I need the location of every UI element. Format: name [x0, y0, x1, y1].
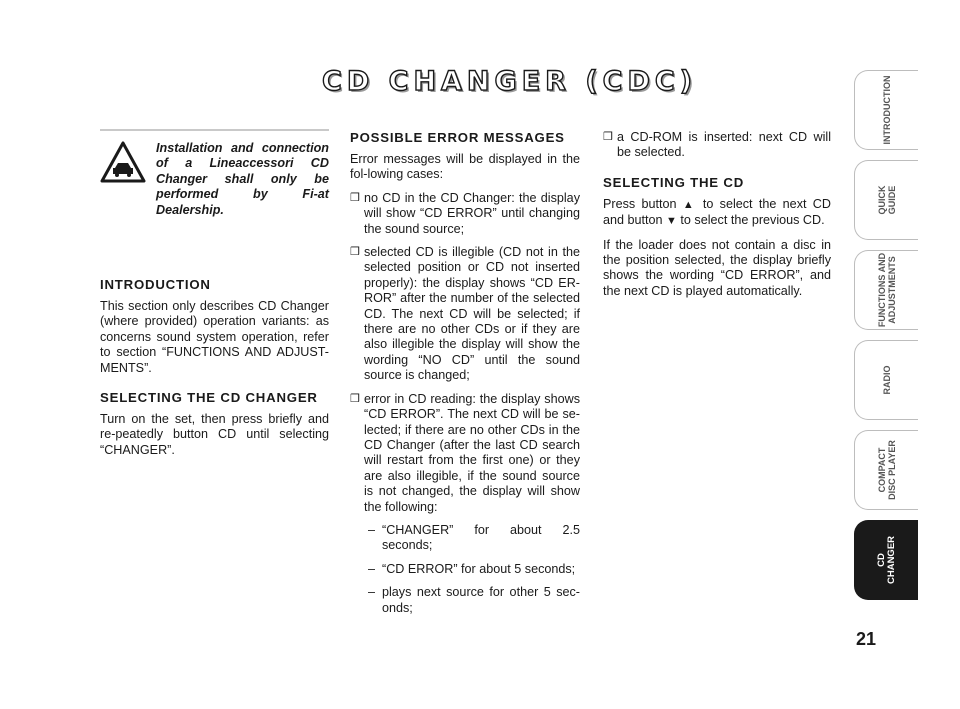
tab-functions-adjustments[interactable]: FUNCTIONS AND ADJUSTMENTS: [854, 250, 918, 330]
selecting-cd-heading: SELECTING THE CD: [603, 174, 745, 190]
page-number: 21: [856, 629, 877, 649]
checkbox-bullet-icon: ❒: [350, 392, 360, 405]
checkbox-bullet-icon: ❒: [350, 246, 360, 259]
list-item: – “CD ERROR” for about 5 seconds;: [368, 561, 576, 576]
intro-body: This section only describes CD Changer (where provided) operation variants: as concerns sound system operation, refer to section “FUNCTIONS AND ADJUST-MENTS”.: [100, 299, 329, 375]
list-item: ❒ a CD-ROM is inserted: next CD will be selected.: [603, 130, 831, 160]
tab-quick-guide[interactable]: QUICK GUIDE: [854, 160, 918, 240]
tab-introduction[interactable]: INTRODUCTION: [854, 70, 918, 150]
tab-cd-changer[interactable]: CD CHANGER: [854, 520, 918, 600]
selecting-cd-body: Press button ▲ to select the next CD and button ▼ to select the previous CD.: [603, 196, 831, 228]
triangle-up-icon: ▲: [682, 198, 697, 211]
selecting-cd-section: [603, 130, 831, 307]
list-item: – plays next source for other 5 sec-onds;: [368, 585, 580, 615]
intro-heading: INTRODUCTION: [100, 277, 211, 292]
selecting-changer-body: Turn on the set, then press briefly and re-peatedly button CD until selecting “CHANGER”.: [100, 412, 329, 457]
intro-section: [100, 277, 329, 466]
tab-radio[interactable]: RADIO: [854, 340, 918, 420]
errors-lead: Error messages will be displayed in the fol-lowing cases:: [350, 152, 580, 182]
triangle-down-icon: ▼: [666, 215, 677, 228]
checkbox-bullet-icon: ❒: [350, 191, 360, 204]
warning-text: Installation and connection of a Lineaccessori CD Changer shall only be performed by Fi-at Dealership.: [156, 141, 329, 217]
errors-heading: POSSIBLE ERROR MESSAGES: [350, 130, 565, 145]
page-title: CD CHANGER (CDC): [322, 66, 698, 97]
warning-box: [100, 129, 329, 217]
list-item: ❒ no CD in the CD Changer: the display will show “CD ERROR” until changing the sound source;: [350, 190, 580, 236]
checkbox-bullet-icon: ❒: [603, 131, 613, 143]
selecting-cd-note: If the loader does not contain a disc in the position selected, the display briefly shows the wording “CD ERROR”, and the next CD is played automatically.: [603, 237, 831, 298]
list-item: ❒ error in CD reading: the display shows “CD ERROR”. The next CD will be se-lected; if there are no other CDs in the CD Changer (after the last CD search will restart from the first one) or they are also illegible, if the sound source is not changed, the display will show the following:: [350, 391, 580, 514]
selecting-changer-heading: SELECTING THE CD CHANGER: [100, 390, 318, 406]
tab-compact-disc-player[interactable]: COMPACT DISC PLAYER: [854, 430, 918, 510]
list-item: – “CHANGER” for about 2.5 seconds;: [368, 522, 580, 553]
list-item: ❒ selected CD is illegible (CD not in the selected position or CD not inserted properly): the display shows “CD ER-ROR” after the number of the selected CD. The next CD will be selected; if there are no other CDs or if they are also illegible the display will show the wording “NO CD” until the sound source is changed;: [350, 245, 580, 383]
car-warning-icon: [100, 141, 146, 183]
error-messages-section: [350, 130, 580, 624]
